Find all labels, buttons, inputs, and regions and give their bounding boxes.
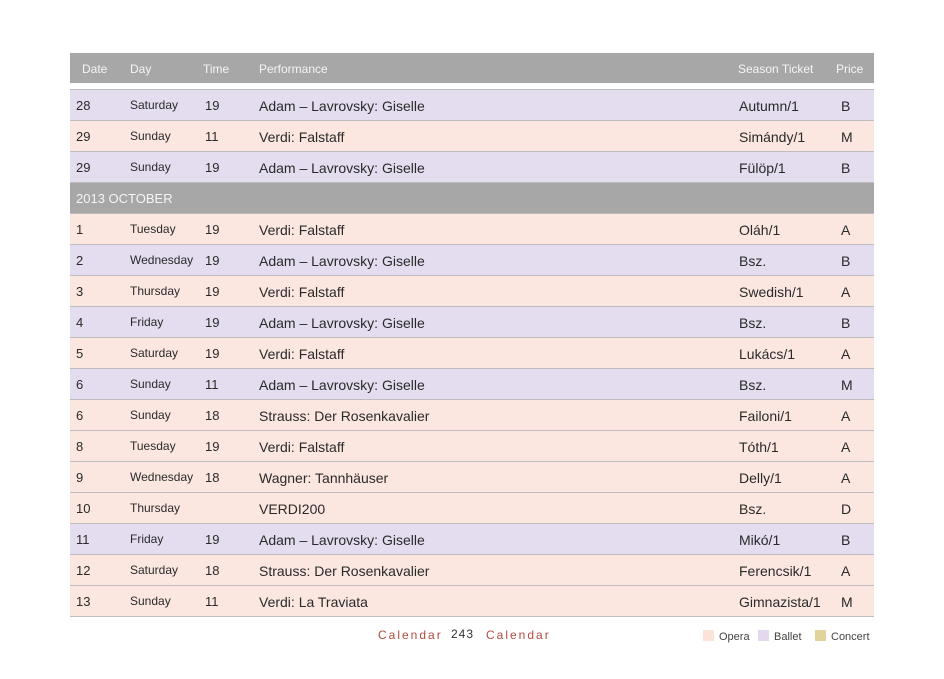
cell-price: B [841, 160, 851, 176]
cell-performance: Verdi: Falstaff [259, 129, 345, 145]
cell-date: 8 [76, 439, 84, 454]
cell-performance: Adam – Lavrovsky: Giselle [259, 160, 425, 176]
header-day: Day [130, 62, 152, 76]
cell-date: 1 [76, 222, 84, 237]
cell-date: 9 [76, 470, 84, 485]
cell-price: A [841, 284, 851, 300]
cell-season-ticket: Bsz. [739, 377, 767, 393]
cell-time: 19 [205, 284, 220, 299]
cell-season-ticket: Mikó/1 [739, 532, 781, 548]
cell-time: 19 [205, 222, 220, 237]
table-row [70, 524, 874, 555]
cell-price: A [841, 439, 851, 455]
cell-date: 6 [76, 377, 84, 392]
cell-price: M [841, 594, 853, 610]
cell-time: 19 [205, 98, 220, 113]
cell-performance: Verdi: Falstaff [259, 346, 345, 362]
cell-day: Sunday [130, 594, 171, 608]
legend-concert-label: Concert [831, 631, 870, 643]
cell-price: B [841, 315, 851, 331]
cell-season-ticket: Swedish/1 [739, 284, 804, 300]
header-price: Price [836, 62, 864, 76]
cell-season-ticket: Gimnazista/1 [739, 594, 821, 610]
cell-day: Thursday [130, 501, 181, 515]
cell-day: Sunday [130, 129, 171, 143]
cell-date: 10 [76, 501, 91, 516]
cell-season-ticket: Bsz. [739, 315, 767, 331]
cell-price: B [841, 253, 851, 269]
footer-right-label: Calendar [486, 628, 551, 642]
cell-price: B [841, 532, 851, 548]
cell-season-ticket: Tóth/1 [739, 439, 779, 455]
cell-price: M [841, 377, 853, 393]
page-footer [0, 626, 944, 646]
cell-day: Saturday [130, 563, 179, 577]
cell-performance: Adam – Lavrovsky: Giselle [259, 532, 425, 548]
cell-time: 11 [205, 594, 219, 609]
cell-date: 3 [76, 284, 84, 299]
cell-date: 2 [76, 253, 84, 268]
cell-day: Sunday [130, 160, 171, 174]
table-row [70, 462, 874, 493]
footer-left-label: Calendar [378, 628, 443, 642]
cell-season-ticket: Oláh/1 [739, 222, 781, 238]
cell-date: 12 [76, 563, 91, 578]
table-row [70, 493, 874, 524]
cell-date: 11 [76, 532, 90, 547]
cell-price: A [841, 222, 851, 238]
cell-price: D [841, 501, 852, 517]
cell-day: Friday [130, 532, 164, 546]
cell-time: 19 [205, 253, 220, 268]
cell-performance: Strauss: Der Rosenkavalier [259, 408, 430, 424]
legend-concert [815, 630, 870, 643]
cell-time: 19 [205, 532, 220, 547]
cell-performance: Adam – Lavrovsky: Giselle [259, 253, 425, 269]
cell-performance: Verdi: La Traviata [259, 594, 368, 610]
table-row [70, 90, 874, 121]
cell-day: Wednesday [130, 470, 194, 484]
cell-time: 18 [205, 470, 220, 485]
cell-time: 19 [205, 315, 220, 330]
cell-date: 28 [76, 98, 91, 113]
month-label: 2013 OCTOBER [76, 191, 173, 206]
cell-performance: Adam – Lavrovsky: Giselle [259, 377, 425, 393]
legend-ballet [758, 630, 802, 643]
table-row [70, 400, 874, 431]
table-row [70, 369, 874, 400]
cell-time: 19 [205, 439, 220, 454]
table-body [70, 89, 874, 617]
cell-date: 6 [76, 408, 84, 423]
cell-performance: Strauss: Der Rosenkavalier [259, 563, 430, 579]
table-row [70, 121, 874, 152]
cell-performance: Verdi: Falstaff [259, 284, 345, 300]
cell-season-ticket: Lukács/1 [739, 346, 796, 362]
cell-season-ticket: Delly/1 [739, 470, 782, 486]
cell-day: Thursday [130, 284, 181, 298]
performance-calendar-table [70, 53, 874, 617]
table-row [70, 431, 874, 462]
month-divider [70, 183, 874, 214]
table-row [70, 245, 874, 276]
cell-day: Sunday [130, 408, 171, 422]
cell-performance: Verdi: Falstaff [259, 439, 345, 455]
cell-season-ticket: Bsz. [739, 501, 767, 517]
cell-date: 29 [76, 129, 91, 144]
cell-day: Tuesday [130, 222, 176, 236]
cell-date: 13 [76, 594, 91, 609]
cell-season-ticket: Autumn/1 [739, 98, 799, 114]
table-row [70, 338, 874, 369]
cell-day: Wednesday [130, 253, 194, 267]
table-row [70, 152, 874, 183]
table-row [70, 555, 874, 586]
cell-price: A [841, 346, 851, 362]
legend-ballet-swatch [758, 630, 769, 641]
table-row [70, 214, 874, 245]
cell-time: 19 [205, 346, 220, 361]
cell-season-ticket: Ferencsik/1 [739, 563, 812, 579]
header-season-ticket: Season Ticket [738, 62, 814, 76]
cell-date: 5 [76, 346, 84, 361]
cell-performance: Verdi: Falstaff [259, 222, 345, 238]
table-row [70, 586, 874, 617]
cell-performance: Adam – Lavrovsky: Giselle [259, 315, 425, 331]
page-number: 243 [451, 627, 475, 641]
cell-time: 18 [205, 563, 220, 578]
cell-price: A [841, 563, 851, 579]
table-row [70, 276, 874, 307]
cell-day: Tuesday [130, 439, 176, 453]
cell-season-ticket: Failoni/1 [739, 408, 792, 424]
cell-price: A [841, 408, 851, 424]
cell-performance: VERDI200 [259, 501, 326, 517]
cell-day: Saturday [130, 346, 179, 360]
legend-ballet-label: Ballet [774, 631, 802, 643]
cell-performance: Wagner: Tannhäuser [259, 470, 389, 486]
table-header [70, 53, 874, 83]
cell-time: 18 [205, 408, 220, 423]
cell-day: Saturday [130, 98, 179, 112]
cell-price: B [841, 98, 851, 114]
legend-opera-label: Opera [719, 631, 750, 643]
cell-price: A [841, 470, 851, 486]
legend-concert-swatch [815, 630, 826, 641]
cell-day: Friday [130, 315, 164, 329]
table-row [70, 307, 874, 338]
cell-date: 29 [76, 160, 91, 175]
header-date: Date [82, 62, 108, 76]
cell-time: 11 [205, 377, 219, 392]
cell-season-ticket: Fülöp/1 [739, 160, 786, 176]
cell-date: 4 [76, 315, 84, 330]
cell-time: 19 [205, 160, 220, 175]
legend-opera [703, 630, 750, 643]
cell-performance: Adam – Lavrovsky: Giselle [259, 98, 425, 114]
cell-season-ticket: Bsz. [739, 253, 767, 269]
header-time: Time [203, 62, 230, 76]
cell-day: Sunday [130, 377, 171, 391]
legend-opera-swatch [703, 630, 714, 641]
cell-time: 11 [205, 129, 219, 144]
cell-season-ticket: Simándy/1 [739, 129, 806, 145]
header-performance: Performance [259, 62, 328, 76]
cell-price: M [841, 129, 853, 145]
